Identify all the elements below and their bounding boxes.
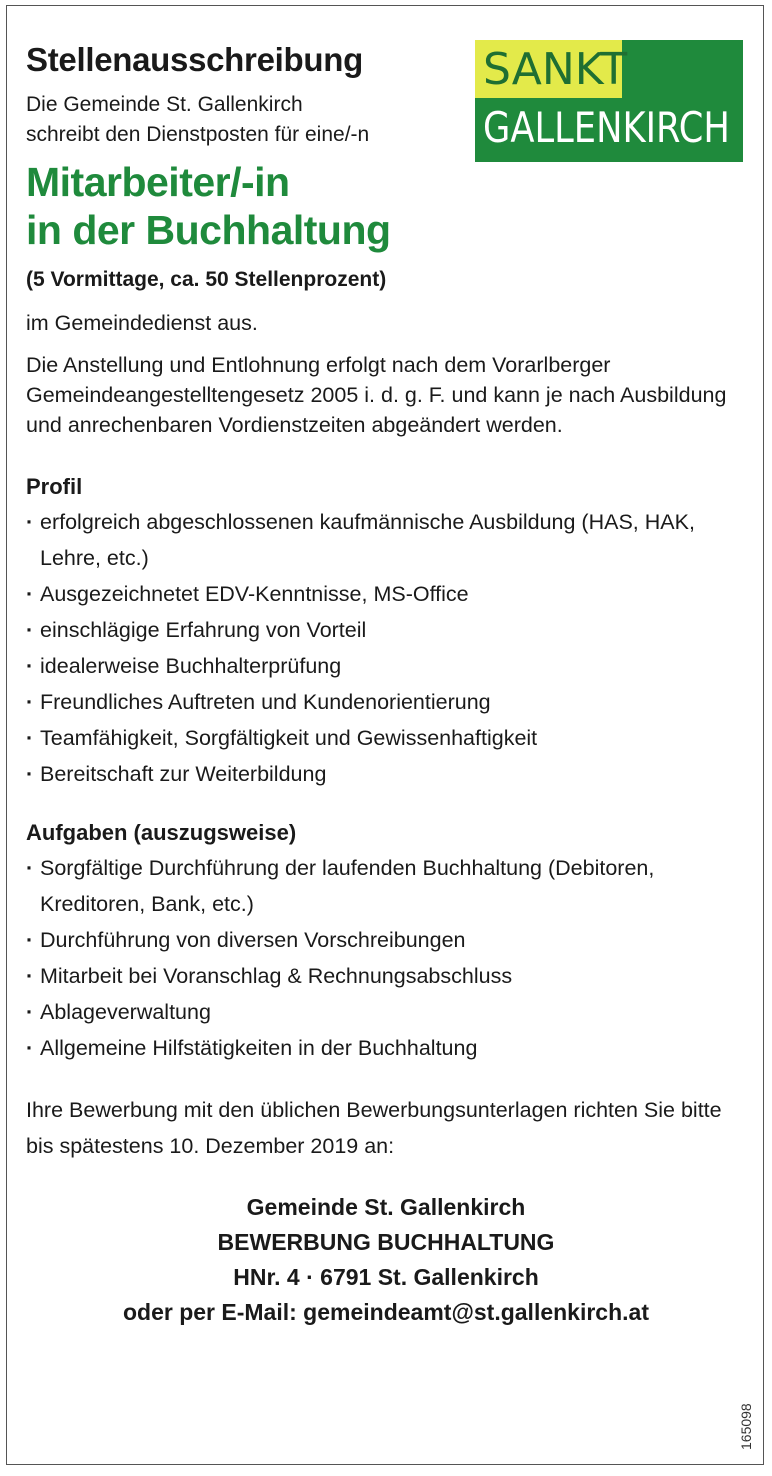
reference-number: 165098 — [738, 1403, 754, 1450]
intro-line-1: Die Gemeinde St. Gallenkirch — [26, 93, 303, 116]
profile-item: · Bereitschaft zur Weiterbildung — [26, 756, 746, 792]
job-scope: (5 Vormittage, ca. 50 Stellenprozent) — [26, 268, 387, 291]
address-line-2: BEWERBUNG BUCHHALTUNG — [217, 1229, 555, 1255]
profile-item: · Freundliches Auftreten und Kundenorientierung — [26, 684, 746, 720]
application-instructions: Ihre Bewerbung mit den üblichen Bewerbungsunterlagen richten Sie bitte bis spätestens 10. Dezember 2019 an: — [26, 1098, 722, 1158]
job-advertisement — [26, 40, 746, 1330]
profile-item: · erfolgreich abgeschlossenen kaufmännische Ausbildung (HAS, HAK, Lehre, etc.) — [26, 504, 746, 576]
logo-word-sankt: SANKT — [483, 44, 628, 95]
profile-item: · idealerweise Buchhalterprüfung — [26, 648, 746, 684]
profile-item: · Teamfähigkeit, Sorgfältigkeit und Gewissenhaftigkeit — [26, 720, 746, 756]
task-item: · Ablageverwaltung — [26, 994, 746, 1030]
address-line-4: oder per E-Mail: gemeindeamt@st.gallenkirch.at — [122, 1299, 649, 1325]
logo-word-gallenkirch: GALLENKIRCH — [483, 103, 730, 152]
tasks-heading: Aufgaben (auszugsweise) — [26, 820, 297, 845]
intro-text — [26, 90, 746, 150]
ad-heading: Stellenausschreibung — [26, 41, 363, 78]
after-title-text: im Gemeindedienst aus. — [26, 311, 258, 335]
employment-conditions: Die Anstellung und Entlohnung erfolgt nach dem Vorarlberger Gemeindeangestelltengesetz 2005 i. d. g. F. und kann je nach Ausbildung und anrechenbaren Vordienstzeiten abgeändert werden. — [26, 353, 727, 437]
job-title-line-1: Mitarbeiter/-in — [26, 159, 290, 205]
job-title — [26, 158, 746, 254]
intro-line-2: schreibt den Dienstposten für eine/-n — [26, 123, 370, 146]
task-item: · Sorgfältige Durchführung der laufenden Buchhaltung (Debitoren, Kreditoren, Bank, etc.) — [26, 850, 746, 922]
address-line-3: HNr. 4 · 6791 St. Gallenkirch — [233, 1264, 539, 1290]
profile-heading: Profil — [26, 474, 83, 499]
profile-list — [26, 504, 746, 792]
address-line-1: Gemeinde St. Gallenkirch — [246, 1194, 526, 1220]
task-item: · Durchführung von diversen Vorschreibungen — [26, 922, 746, 958]
tasks-list — [26, 850, 746, 1066]
profile-item: · einschlägige Erfahrung von Vorteil — [26, 612, 746, 648]
profile-item: · Ausgezeichnetet EDV-Kenntnisse, MS-Office — [26, 576, 746, 612]
task-item: · Allgemeine Hilfstätigkeiten in der Buchhaltung — [26, 1030, 746, 1066]
task-item: · Mitarbeit bei Voranschlag & Rechnungsabschluss — [26, 958, 746, 994]
application-address — [26, 1190, 746, 1330]
job-title-line-2: in der Buchhaltung — [26, 207, 391, 253]
